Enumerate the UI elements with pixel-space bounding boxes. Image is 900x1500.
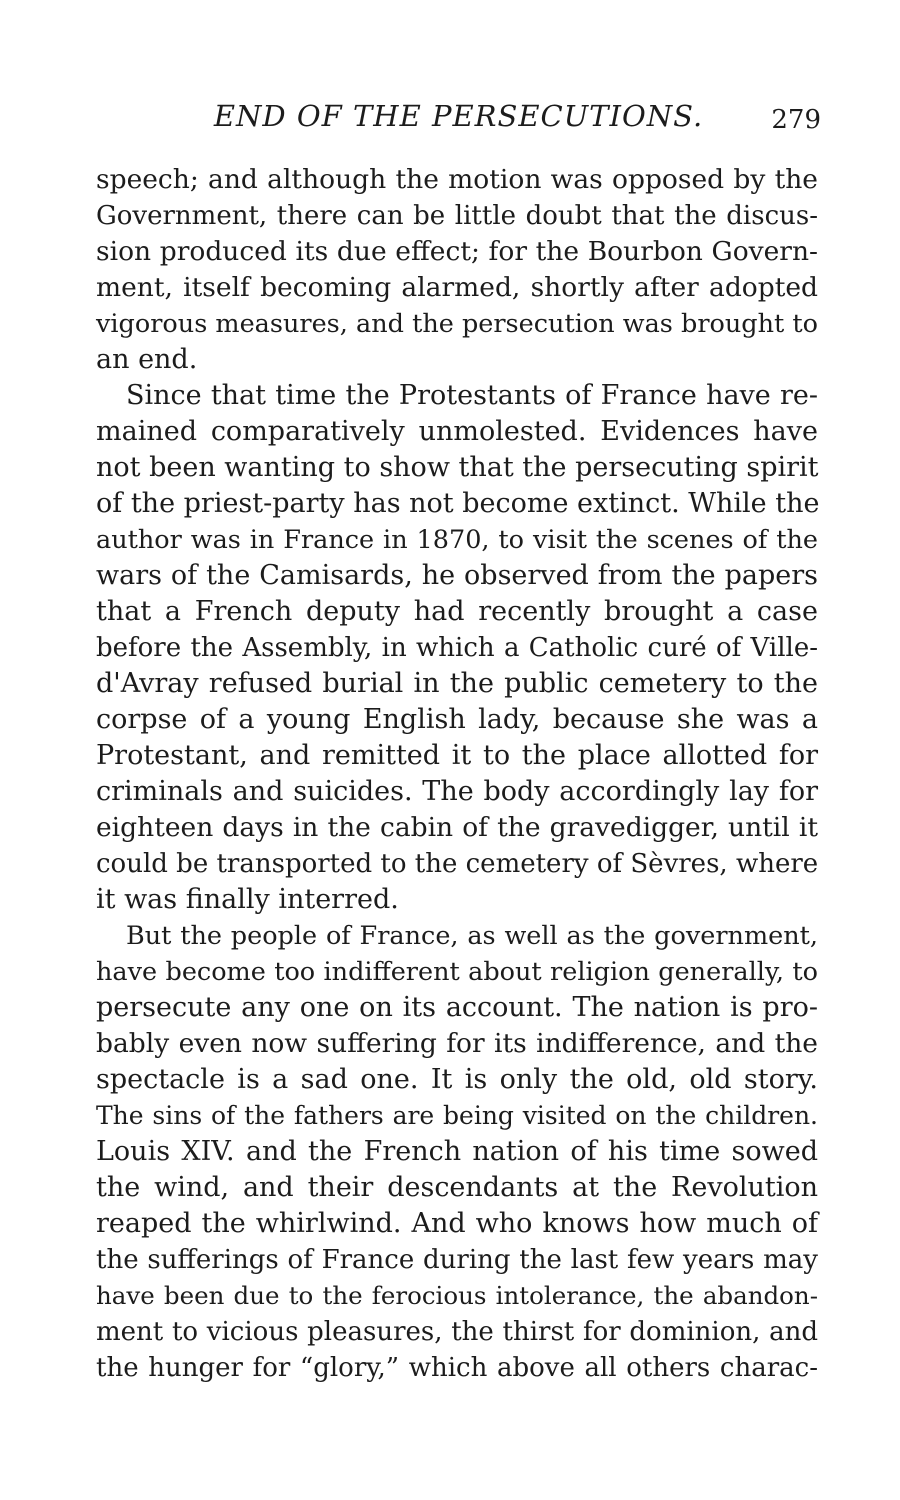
page-number: 279 xyxy=(771,105,821,135)
text-line: have become too indifferent about religion generally, to xyxy=(96,957,818,987)
text-line: ment, itself becoming alarmed, shortly after adopted xyxy=(96,272,818,303)
text-line: the sufferings of France during the last few years may xyxy=(96,1245,818,1275)
text-line: corpse of a young English lady, because she was a xyxy=(96,704,818,735)
text-line: vigorous measures, and the persecution was brought to xyxy=(96,309,818,339)
text-line: d'Avray refused burial in the public cemetery to the xyxy=(96,668,818,699)
text-line: not been wanting to show that the persecuting spirit xyxy=(96,452,819,483)
text-line: ment to vicious pleasures, the thirst for dominion, and xyxy=(96,1317,818,1347)
text-line: it was finally interred. xyxy=(96,884,399,915)
text-line: of the priest-party has not become extinct. While the xyxy=(96,488,820,519)
text-line: speech; and although the motion was opposed by the xyxy=(96,164,818,195)
text-line: reaped the whirlwind. And who knows how much of xyxy=(96,1208,818,1239)
text-line: wars of the Camisards, he observed from the papers xyxy=(96,560,818,591)
text-line: Government, there can be little doubt that the discus- xyxy=(96,201,818,231)
text-line: Protestant, and remitted it to the place allotted for xyxy=(96,740,818,771)
paragraph xyxy=(96,918,818,1386)
text-line: author was in France in 1870, to visit the scenes of the xyxy=(96,525,818,555)
text-line: could be transported to the cemetery of Sèvres, where xyxy=(96,849,819,879)
text-line: an end. xyxy=(96,344,198,375)
text-line: that a French deputy had recently brought a case xyxy=(96,596,818,627)
paragraph xyxy=(96,162,818,378)
text-line: the wind, and their descendants at the Revolution xyxy=(96,1172,818,1203)
running-head xyxy=(96,96,821,140)
text-line: have been due to the ferocious intolerance, the abandon- xyxy=(96,1281,818,1310)
text-line: bably even now suffering for its indifference, and the xyxy=(96,1028,818,1059)
text-line: The sins of the fathers are being visited on the children. xyxy=(96,1101,818,1130)
text-line: spectacle is a sad one. It is only the old, old story. xyxy=(96,1064,818,1095)
paragraph xyxy=(96,378,818,918)
text-line: eighteen days in the cabin of the gravedigger, until it xyxy=(96,812,818,843)
running-title: END OF THE PERSECUTIONS. xyxy=(213,99,704,133)
text-line: Since that time the Protestants of France have re- xyxy=(126,380,818,411)
text-line: criminals and suicides. The body accordingly lay for xyxy=(96,776,818,807)
text-line: sion produced its due effect; for the Bourbon Govern- xyxy=(96,236,818,267)
text-line: But the people of France, as well as the government, xyxy=(126,921,818,951)
text-body xyxy=(96,162,818,1386)
text-line: the hunger for “glory,” which above all others charac- xyxy=(96,1353,818,1383)
text-line: mained comparatively unmolested. Evidences have xyxy=(96,416,818,447)
text-line: Louis XIV. and the French nation of his time sowed xyxy=(96,1136,818,1167)
text-line: before the Assembly, in which a Catholic curé of Ville- xyxy=(96,633,818,663)
text-line: persecute any one on its account. The nation is pro- xyxy=(96,992,818,1023)
